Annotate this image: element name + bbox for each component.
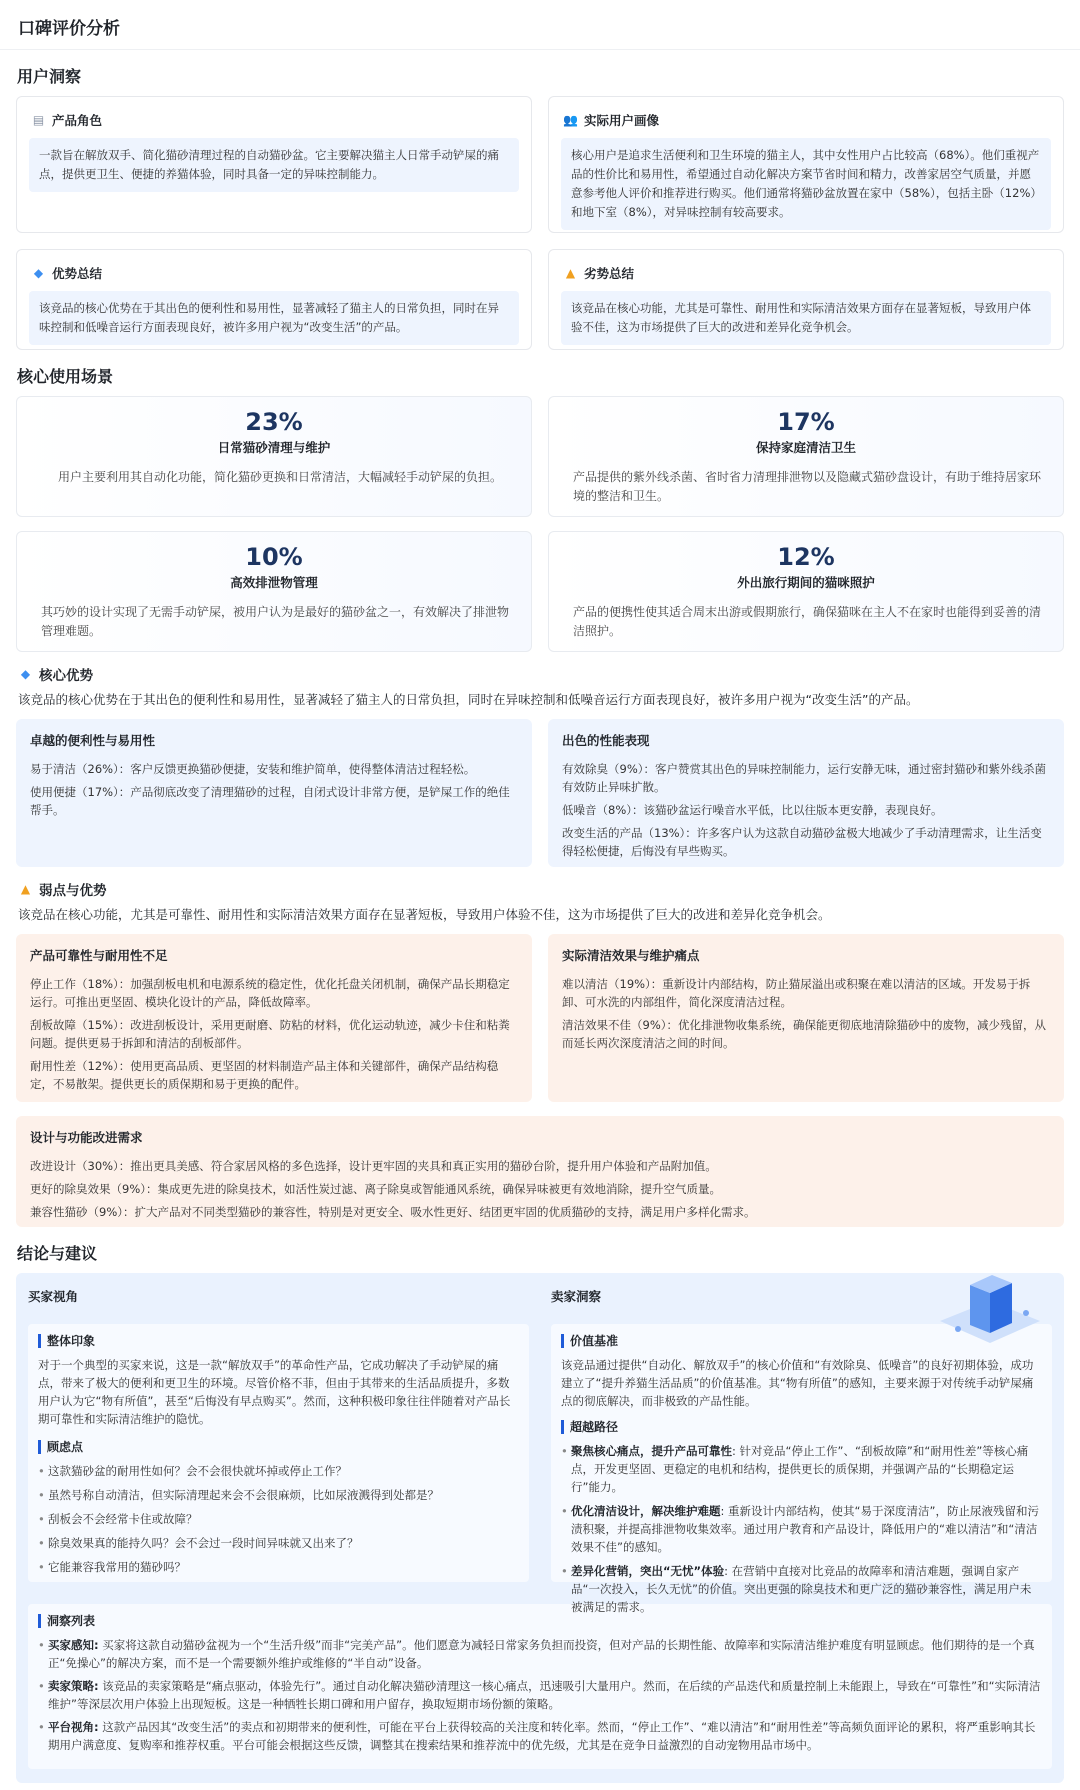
seller-box [551,1324,1052,1614]
panel-item: 停止工作（18%）：加强刮板电机和电源系统的稳定性，优化托盘关闭机制，确保产品长期稳定运行。可推出更坚固、模块化设计的产品，降低故障率。 [30,977,510,1009]
scenario-desc: 产品提供的紫外线杀菌、省时省力清理排泄物以及隐藏式猫砂盘设计，有助于维持居家环境的整洁和卫生。 [573,470,1042,503]
card-text: 一款旨在解放双手、简化猫砂清理过程的自动猫砂盆。它主要解决猫主人日常手动铲屎的痛点，提供更卫生、便捷的养猫体验，同时具备一定的异味控制能力。 [29,138,519,192]
scenario-card [548,396,1064,517]
path-title: 超越路径 [561,1420,1042,1434]
strength-panel [16,719,532,867]
card-title: 优势总结 [52,266,103,281]
page-title: 口碑评价分析 [0,0,1080,50]
impression-title: 整体印象 [38,1334,519,1348]
weaknesses-intro: 该竞品在核心功能，尤其是可靠性、耐用性和实际清洁效果方面存在显著短板，导致用户体验不佳，这为市场提供了巨大的改进和差异化竞争机会。 [18,907,831,922]
weaknesses-heading [18,879,1064,899]
concern-item: • 除臭效果真的能持久吗？会不会过一段时间异味就又出来了？ [38,1534,519,1552]
scenario-desc: 其巧妙的设计实现了无需手动铲屎，被用户认为是最好的猫砂盆之一，有效解决了排泄物管理难题。 [41,605,510,638]
cube-illustration-icon [930,1273,1050,1357]
path-item: • 优化清洁设计，解决维护难题: 重新设计内部结构，使其“易于深度清洁”，防止尿液残留和污渍积聚，并提高排泄物收集效率。通过用户教育和产品设计，降低用户的“难以清洁”和“清洁效果不佳”的感知。 [561,1502,1042,1556]
scenario-desc: 产品的便携性使其适合周末出游或假期旅行，确保猫咪在主人不在家时也能得到妥善的清洁照护。 [573,605,1042,638]
strengths-title: 核心优势 [39,668,93,684]
panel-item: 低噪音（8%）：该猫砂盆运行噪音水平低，比以往版本更安静，表现良好。 [562,803,943,817]
panel-title: 实际清洁效果与维护痛点 [562,948,700,963]
concerns-title: 顾虑点 [38,1440,519,1454]
scenario-title: 高效排泄物管理 [230,575,318,590]
panel-title: 卓越的便利性与易用性 [30,733,156,748]
section-title-user-insight: 用户洞察 [17,67,82,86]
strength-panel [548,719,1064,867]
insight-item: • 平台视角: 这款产品因其“改变生活”的卖点和初期带来的便利性，可能在平台上获得较高的关注度和转化率。然而，“停止工作”、“难以清洁”和“耐用性差”等高频负面评论的累积，将严重影响其长期用户满意度、复购率和推荐权重。平台可能会根据这些反馈，调整其在搜索结果和推荐流中的优先级，尤其是在竞争日益激烈的自动宠物用品市场中。 [38,1718,1042,1754]
scenario-title: 日常猫砂清理与维护 [217,440,331,455]
section-title-conclusion: 结论与建议 [17,1244,98,1263]
insight-item: • 卖家策略: 该竞品的卖家策略是“痛点驱动，体验先行”。通过自动化解决猫砂清理这一核心痛点，迅速吸引大量用户。然而，在后续的产品迭代和质量控制上未能跟上，导致在“可靠性”和“实际清洁维护”等深层次用户体验上出现短板。这是一种牺牲长期口碑和用户留存，换取短期市场份额的策略。 [38,1677,1042,1713]
card-strength-summary [16,249,532,350]
strengths-intro: 该竞品的核心优势在于其出色的便利性和易用性，显著减轻了猫主人的日常负担，同时在异味控制和低噪音运行方面表现良好，被许多用户视为“改变生活”的产品。 [18,692,919,707]
scenario-card [548,531,1064,652]
concern-item: • 虽然号称自动清洁，但实际清理起来会不会很麻烦，比如尿液溅得到处都是？ [38,1486,519,1504]
panel-item: 难以清洁（19%）：重新设计内部结构，防止猫尿溢出或积聚在难以清洁的区域。开发易于拆卸、可水洗的内部组件，简化深度清洁过程。 [562,977,1031,1009]
scenario-percent: 23% [245,408,303,436]
buyer-heading: 买家视角 [28,1289,79,1304]
weakness-panel [16,934,532,1102]
concern-item: • 它能兼容我常用的猫砂吗？ [38,1558,519,1576]
scenario-title: 外出旅行期间的猫咪照护 [737,575,875,590]
path-item: • 差异化营销，突出“无忧”体验: 在营销中直接对比竞品的故障率和清洁难题，强调自家产品“一次投入，长久无忧”的价值。突出更强的除臭技术和更广泛的猫砂兼容性，满足用户未被满足的需求。 [561,1562,1042,1616]
card-title: 产品角色 [52,113,103,128]
panel-item: 刮板故障（15%）：改进刮板设计，采用更耐磨、防粘的材料，优化运动轨迹，减少卡住和粘粪问题。提供更易于拆卸和清洁的刮板部件。 [30,1018,510,1050]
panel-item: 更好的除臭效果（9%）：集成更先进的除臭技术，如活性炭过滤、离子除臭或智能通风系统，确保异味被更有效地消除，提升空气质量。 [30,1182,721,1196]
scenario-percent: 12% [777,543,835,571]
panel-item: 改变生活的产品（13%）：许多客户认为这款自动猫砂盆极大地减少了手动清理需求，让生活变得轻松便捷，后悔没有早些购买。 [562,826,1042,858]
section-title-scenarios: 核心使用场景 [17,367,114,386]
impression-text: 对于一个典型的买家来说，这是一款“解放双手”的革命性产品，它成功解决了手动铲屎的痛点，带来了极大的便利和更卫生的环境。尽管价格不菲，但由于其带来的生活品质提升，多数用户认为它“物有所值”，甚至“后悔没有早点购买”。然而，这种积极印象往往伴随着对产品长期可靠性和实际清洁维护的隐忧。 [38,1358,511,1426]
scenario-card [16,396,532,517]
scenario-title: 保持家庭清洁卫生 [755,440,856,455]
insights-box [28,1604,1052,1769]
card-weakness-summary [548,249,1064,350]
card-text: 核心用户是追求生活便利和卫生环境的猫主人，其中女性用户占比较高（68%）。他们重视产品的性价比和易用性，希望通过自动化解决方案节省时间和精力，改善家居空气质量，并愿意参考他人评价和推荐进行购买。他们通常将猫砂盆放置在家中（58%），包括主卧（12%）和地下室（8%），对异味控制有较高要求。 [561,138,1051,230]
strengths-heading [18,664,1064,684]
weaknesses-title: 弱点与优势 [39,883,107,899]
insights-title: 洞察列表 [38,1614,1042,1628]
warning-icon: ▲ [20,882,31,896]
panel-item: 有效除臭（9%）：客户赞赏其出色的异味控制能力，运行安静无味，通过密封猫砂和紫外线杀菌有效防止异味扩散。 [562,762,1046,794]
weakness-panel [16,1116,1064,1227]
users-icon: 👥 [563,113,578,127]
card-text: 该竞品在核心功能，尤其是可靠性、耐用性和实际清洁效果方面存在显著短板，导致用户体验不佳，这为市场提供了巨大的改进和差异化竞争机会。 [561,291,1051,345]
panel-item: 改进设计（30%）：推出更具美感、符合家居风格的多色选择，设计更牢固的夹具和真正实用的猫砂台阶，提升用户体验和产品附加值。 [30,1159,717,1173]
panel-item: 清洁效果不佳（9%）：优化排泄物收集系统，确保能更彻底地清除猫砂中的废物，减少残留，从而延长两次深度清洁之间的时间。 [562,1018,1046,1050]
diamond-icon: ◆ [20,667,31,681]
concern-item: • 刮板会不会经常卡住或故障？ [38,1510,519,1528]
weakness-panel [548,934,1064,1102]
scenario-card [16,531,532,652]
value-title: 价值基准 [561,1334,1042,1348]
path-item: • 聚焦核心痛点，提升产品可靠性: 针对竞品“停止工作”、“刮板故障”和“耐用性差”等核心痛点，开发更坚固、更稳定的电机和结构，提供更长的质保期，并强调产品的“长期稳定运行”能力。 [561,1442,1042,1496]
concern-item: • 这款猫砂盆的耐用性如何？会不会很快就坏掉或停止工作？ [38,1462,519,1480]
card-text: 该竞品的核心优势在于其出色的便利性和易用性，显著减轻了猫主人的日常负担，同时在异味控制和低噪音运行方面表现良好，被许多用户视为“改变生活”的产品。 [29,291,519,345]
scenario-desc: 用户主要利用其自动化功能，简化猫砂更换和日常清洁，大幅减轻手动铲屎的负担。 [57,470,502,484]
card-title: 实际用户画像 [584,113,660,128]
scenario-percent: 17% [777,408,835,436]
card-product-role [16,96,532,233]
panel-item: 兼容性猫砂（9%）：扩大产品对不同类型猫砂的兼容性，特别是对更安全、吸水性更好、结团更牢固的优质猫砂的支持，满足用户多样化需求。 [30,1205,756,1219]
seller-heading: 卖家洞察 [551,1289,602,1304]
card-title: 劣势总结 [584,266,635,281]
buyer-box [28,1324,529,1582]
diamond-icon: ◆ [33,266,44,280]
value-text: 该竞品通过提供“自动化、解放双手”的核心价值和“有效除臭、低噪音”的良好初期体验，成功建立了“提升养猫生活品质”的价值基准。其“物有所值”的感知，主要来源于对传统手动铲屎痛点的彻底解决，而非极致的产品性能。 [561,1358,1034,1408]
panel-title: 产品可靠性与耐用性不足 [30,948,168,963]
conclusion-panel [16,1273,1064,1783]
panel-title: 出色的性能表现 [562,733,650,748]
panel-item: 使用便捷（17%）：产品彻底改变了清理猫砂的过程，自闭式设计非常方便，是铲屎工作的绝佳帮手。 [30,785,510,817]
panel-item: 耐用性差（12%）：使用更高品质、更坚固的材料制造产品主体和关键部件，确保产品结构稳定，不易散架。提供更长的质保期和易于更换的配件。 [30,1059,499,1091]
scenario-percent: 10% [245,543,303,571]
document-icon: ▤ [32,113,45,127]
panel-title: 设计与功能改进需求 [30,1130,143,1145]
insight-item: • 买家感知: 买家将这款自动猫砂盆视为一个“生活升级”而非“完美产品”。他们愿意为减轻日常家务负担而投资，但对产品的长期性能、故障率和实际清洁维护难度有明显顾虑。他们期待的是一个真正“免操心”的解决方案，而不是一个需要额外维护或维修的“半自动”设备。 [38,1636,1042,1672]
warning-icon: ▲ [565,266,576,280]
card-user-persona [548,96,1064,233]
panel-item: 易于清洁（26%）：客户反馈更换猫砂便捷，安装和维护简单，使得整体清洁过程轻松。 [30,762,476,776]
